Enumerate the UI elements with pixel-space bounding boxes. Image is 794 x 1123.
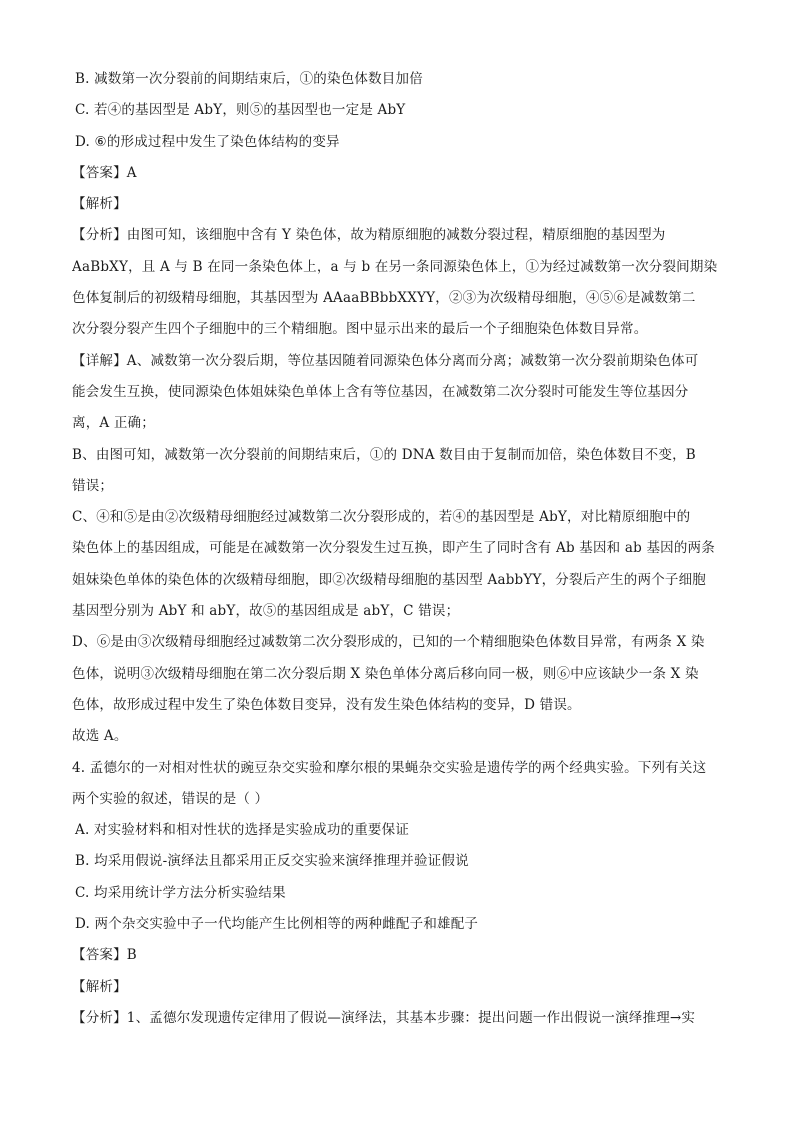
question-stem: 4. 孟德尔的一对相对性状的豌豆杂交实验和摩尔根的果蝇杂交实验是遗传学的两个经典实验。下列有关这 xyxy=(72,759,707,776)
analysis-label: 【解析】 xyxy=(72,196,127,213)
detail-text: C、④和⑤是由②次级精母细胞经过减数第二次分裂形成的，若④的基因型是 AbY，对比精原细胞中的 xyxy=(72,509,691,526)
option-d: D. ⑥的形成过程中发生了染色体结构的变异 xyxy=(75,133,340,150)
analysis-text: 【分析】由图可知，该细胞中含有 Y 染色体，故为精原细胞的减数分裂过程，精原细胞的基因型为 xyxy=(72,227,666,244)
analysis-text: 次分裂分裂产生四个子细胞中的三个精细胞。图中显示出来的最后一个子细胞染色体数目异常。 xyxy=(72,321,648,338)
option-a: A. 对实验材料和相对性状的选择是实验成功的重要保证 xyxy=(75,822,410,839)
conclusion-text: 故选 A。 xyxy=(72,728,128,745)
option-b: B. 均采用假说-演绎法且都采用正反交实验来演绎推理并验证假说 xyxy=(75,853,469,870)
option-c: C. 均采用统计学方法分析实验结果 xyxy=(75,884,286,901)
option-d: D. 两个杂交实验中子一代均能产生比例相等的两种雌配子和雄配子 xyxy=(75,916,479,933)
answer-label: 【答案】A xyxy=(72,164,137,181)
detail-text: 基因型分别为 AbY 和 abY，故⑤的基因组成是 abY，C 错误； xyxy=(72,603,460,620)
detail-text: 色体，说明③次级精母细胞在第二次分裂后期 X 染色单体分离后移向同一极，则⑥中应该缺少一条 X 染 xyxy=(72,665,699,682)
analysis-text: 色体复制后的初级精母细胞，其基因型为 AAaaBBbbXXYY，②③为次级精母细胞，④⑤⑥是减数第二 xyxy=(72,290,696,307)
answer-label: 【答案】B xyxy=(72,947,137,964)
detail-text: 姐妹染色单体的染色体的次级精母细胞，即②次级精母细胞的基因型 AabbYY，分裂后产生的两个子细胞 xyxy=(72,571,706,588)
detail-text: D、⑥是由③次级精母细胞经过减数第二次分裂形成的，已知的一个精细胞染色体数目异常，有两条 X 染 xyxy=(72,634,705,651)
detail-text: B、由图可知，减数第一次分裂前的间期结束后，①的 DNA 数目由于复制而加倍，染色体数目不变，B xyxy=(72,446,696,463)
option-c: C. 若④的基因型是 AbY，则⑤的基因型也一定是 AbY xyxy=(75,102,406,119)
option-b: B. 减数第一次分裂前的间期结束后，①的染色体数目加倍 xyxy=(75,71,423,87)
question-stem: 两个实验的叙述，错误的是（ ） xyxy=(72,790,269,807)
detail-text: 错误； xyxy=(72,477,114,494)
analysis-text: AaBbXY，且 A 与 B 在同一条染色体上，a 与 b 在另一条同源染色体上，①为经过减数第一次分裂间期染 xyxy=(72,258,718,275)
analysis-text: 【分析】1、孟德尔发现遗传定律用了假说—演绎法，其基本步骤：提出问题一作出假说一演绎推理→实 xyxy=(72,1009,696,1026)
document-page xyxy=(72,64,724,1034)
detail-text: 【详解】A、减数第一次分裂后期，等位基因随着同源染色体分离而分离；减数第一次分裂前期染色体可 xyxy=(72,352,699,369)
analysis-label: 【解析】 xyxy=(72,978,127,995)
detail-text: 能会发生互换，使同源染色体姐妹染色单体上含有等位基因，在减数第二次分裂时可能发生等位基因分 xyxy=(72,383,689,400)
detail-text: 色体，故形成过程中发生了染色体数目变异，没有发生染色体结构的变异，D 错误。 xyxy=(72,696,581,713)
detail-text: 离，A 正确； xyxy=(72,415,155,432)
detail-text: 染色体上的基因组成，可能是在减数第一次分裂发生过互换，即产生了同时含有 Ab 基因和 ab 基因的两条 xyxy=(72,540,715,557)
